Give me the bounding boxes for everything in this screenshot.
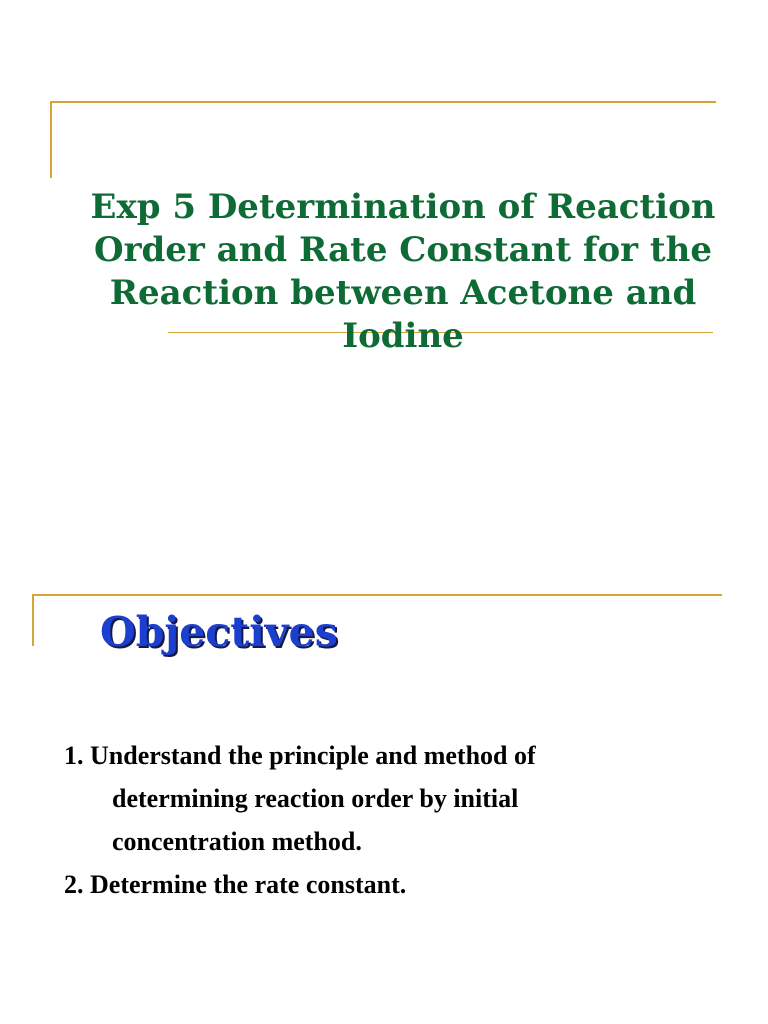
- list-item: [64, 863, 724, 906]
- top-accent-line: [50, 101, 716, 103]
- title-line: Order and Rate Constant for the: [94, 230, 712, 270]
- title-line: Reaction between Acetone and: [109, 273, 697, 313]
- title-line: Iodine: [342, 316, 464, 356]
- objectives-list: [64, 734, 724, 906]
- slide-2: [0, 512, 768, 1024]
- objectives-heading: Objectives: [100, 608, 338, 656]
- objective-first-line: 1. Understand the principle and method of: [64, 741, 536, 770]
- list-item: [64, 734, 724, 863]
- top-accent-line: [32, 594, 722, 596]
- objective-continuation: concentration method.: [112, 827, 362, 856]
- left-accent-line: [32, 594, 34, 646]
- title-line: Exp 5 Determination of Reaction: [90, 187, 716, 227]
- slide-title: [60, 186, 746, 358]
- left-accent-line: [50, 101, 52, 178]
- objective-continuation: determining reaction order by initial: [112, 784, 519, 813]
- objective-first-line: 2. Determine the rate constant.: [64, 870, 407, 899]
